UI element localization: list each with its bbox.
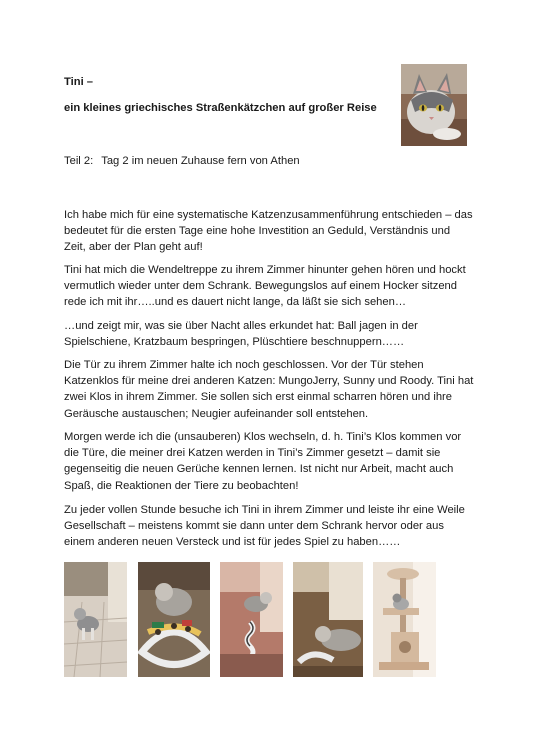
cat-with-toy-photo [220,562,283,677]
cat-portrait-photo [401,64,467,146]
cat-on-tiles-photo [64,562,127,677]
paragraph-4: Die Tür zu ihrem Zimmer halte ich noch geschlossen. Vor der Tür stehen Katzenklos für meine drei anderen Katzen: MungoJerry, Sunny und Roody. Tini hat zwei Klos in ihrem Zimmer. Sie sollen sich erst einmal scharren hören und ihre Geräusche austauschen; Neugier aufeinander soll entstehen. [64,359,474,420]
cat-lying-floor-photo [293,562,363,677]
section-heading [64,155,300,167]
section-part-label: Teil 2: [64,155,94,167]
paragraph-3: …und zeigt mir, was sie über Nacht alles erkundet hat: Ball jagen in der Spielschiene, Kratzbaum bespringen, Plüschtiere beschnuppern…… [64,320,418,349]
cat-on-scratching-tree-photo [373,562,436,677]
cat-playing-track-photo [138,562,210,677]
paragraph-2: Tini hat mich die Wendeltreppe zu ihrem Zimmer hinunter gehen hören und hockt vermutlich wieder unter dem Schrank. Bewegungslos auf einem Hocker sitzend rede ich mit ihr…..und es dauert nicht lange, da läßt sie sich sehen… [64,264,466,309]
section-part-title: Tag 2 im neuen Zuhause fern von Athen [101,155,300,167]
paragraph-5: Morgen werde ich die (unsauberen) Klos wechseln, d. h. Tini’s Klos kommen vor die Türe, die meiner drei Katzen werden in Tini’s Zimmer gesetzt – damit sie gegenseitig die neuen Gerüche kennen lernen. Ist nicht nur Arbeit, macht auch Spaß, die Reaktionen der Tiere zu beobachten! [64,431,462,492]
paragraph-1: Ich habe mich für eine systematische Katzenzusammenführung entschieden – das bedeutet für die ersten Tage eine hohe Investition an Geduld, Verständnis und Zeit, aber der Plan geht auf! [64,209,473,254]
paragraph-6: Zu jeder vollen Stunde besuche ich Tini in ihrem Zimmer und leiste ihr eine Weile Gesellschaft – meistens kommt sie dann unter dem Schrank hervor oder aus einem anderen neuen Versteck und ist für jedes Spiel zu haben…… [64,504,465,549]
document-subtitle: ein kleines griechisches Straßenkätzchen auf großer Reise [64,102,377,114]
document-title: Tini – [64,76,94,88]
